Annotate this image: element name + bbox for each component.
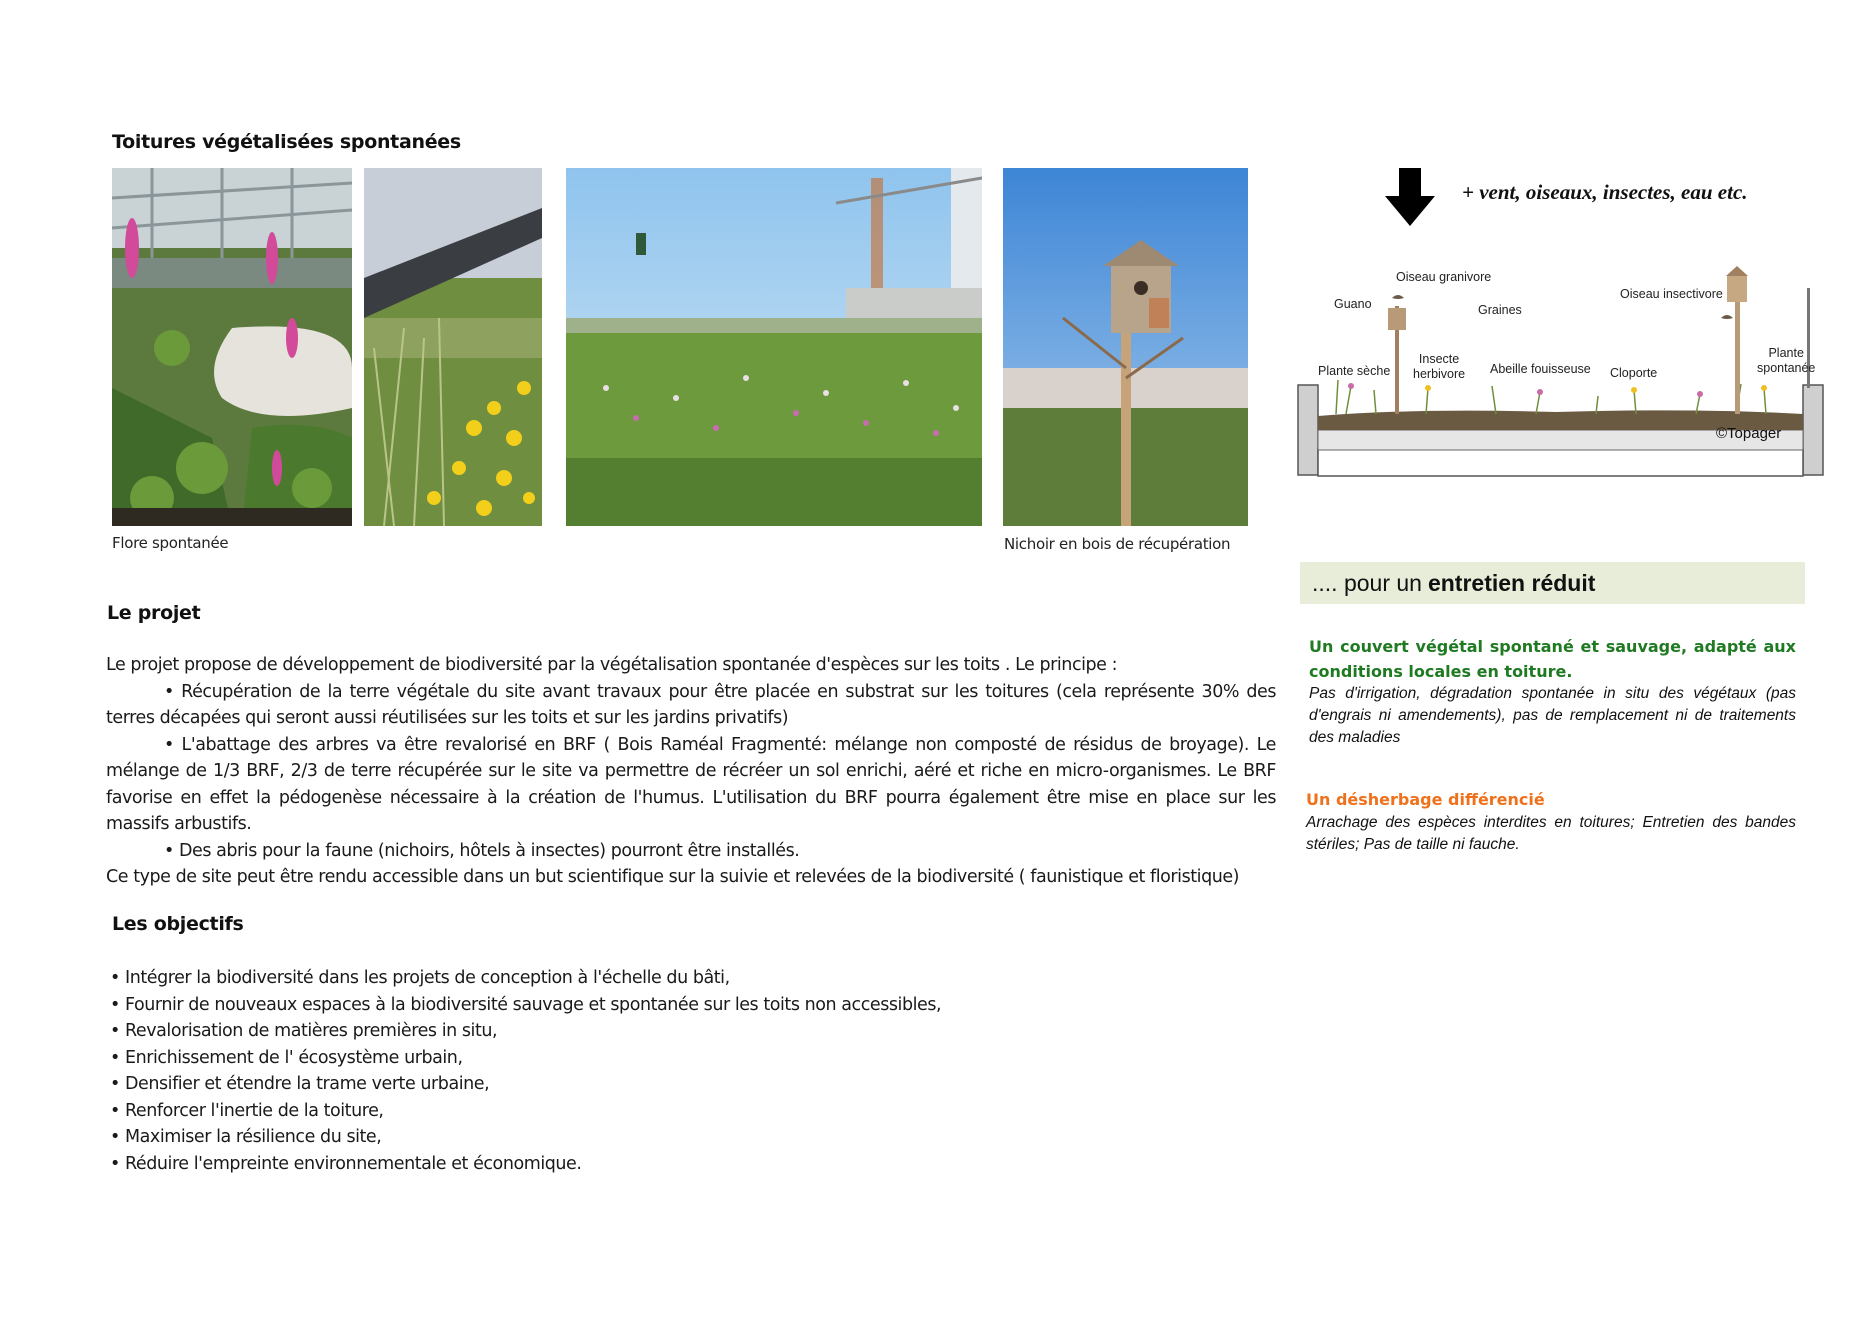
photo-nichoir — [1003, 168, 1248, 526]
entretien-banner-bold: entretien réduit — [1427, 569, 1596, 596]
diagram-label-oiseau-granivore: Oiseau granivore — [1396, 270, 1492, 284]
diagram-label-plante-line1: Plante — [1768, 346, 1804, 360]
entretien-orange-heading: Un désherbage différencié — [1306, 790, 1545, 809]
entretien-orange-text: Arrachage des espèces interdites en toitures; Entretien des bandes stériles; Pas de taille ni fauche. — [1306, 814, 1796, 853]
entretien-banner — [1300, 562, 1805, 604]
diagram-label-insecte-line1: Insecte — [1418, 352, 1460, 366]
objectif-item: • Enrichissement de l' écosystème urbain, — [110, 1045, 1010, 1072]
diagram-label-guano: Guano — [1334, 297, 1372, 311]
objectif-item: • Fournir de nouveaux espaces à la biodiversité sauvage et spontanée sur les toits non accessibles, — [110, 992, 1010, 1019]
objectif-item: • Maximiser la résilience du site, — [110, 1124, 1010, 1151]
entretien-green-heading: Un couvert végétal spontané et sauvage, adapté aux conditions locales en toiture. — [1309, 637, 1796, 681]
diagram-copyright: ©Topager — [1716, 425, 1782, 442]
objectif-item: • Densifier et étendre la trame verte urbaine, — [110, 1071, 1010, 1098]
projet-title: Le projet — [107, 602, 201, 624]
photo-flore-spontanee — [112, 168, 352, 526]
objectifs-title: Les objectifs — [112, 913, 244, 935]
roof-ecosystem-diagram — [1296, 258, 1824, 520]
objectif-item: • Réduire l'empreinte environnementale et économique. — [110, 1151, 1010, 1178]
diagram-label-cloporte: Cloporte — [1610, 366, 1658, 380]
diagram-arrow-caption: + vent, oiseaux, insectes, eau etc. — [1462, 180, 1748, 204]
projet-closing: Ce type de site peut être rendu accessible dans un but scientifique sur la suivie et relevées de la biodiversité ( faunistique et floristique) — [106, 867, 1240, 887]
diagram-label-plante-line2: spontanée — [1757, 361, 1816, 375]
diagram-label-insecte-line2: herbivore — [1413, 367, 1466, 381]
entretien-green-text: Pas d'irrigation, dégradation spontanée in situ des végétaux (pas d'engrais ni amendements), pas de remplacement ni de traitements des maladies — [1309, 685, 1796, 746]
objectif-item: • Renforcer l'inertie de la toiture, — [110, 1098, 1010, 1125]
objectifs-list — [110, 965, 1010, 1177]
objectif-item: • Intégrer la biodiversité dans les projets de conception à l'échelle du bâti, — [110, 965, 1010, 992]
caption-flore-spontanee: Flore spontanée — [112, 534, 229, 552]
caption-nichoir: Nichoir en bois de récupération — [1004, 535, 1231, 553]
projet-bullet-2: • L'abattage des arbres va être revalorisé en BRF ( Bois Raméal Fragmenté: mélange non composté de résidus de broyage). Le mélange de 1/3 BRF, 2/3 de terre récupérée sur le site va permettre de récréer un sol enrichi, aéré et riche en micro-organismes. Le BRF favorise en effet la pédogenèse nécessaire à la création de l'humus. L'utilisation du BRF pourra également être mise en place sur les massifs arbustifs. — [106, 734, 1276, 834]
diagram-label-oiseau-insectivore: Oiseau insectivore — [1620, 287, 1723, 301]
photo-flore-spontanee-image — [112, 168, 352, 526]
photos-section-title: Toitures végétalisées spontanées — [112, 131, 461, 153]
photo-nichoir-image — [1003, 168, 1248, 526]
diagram-label-graines: Graines — [1478, 303, 1522, 317]
projet-intro: Le projet propose de développement de biodiversité par la végétalisation spontanée d'espèces sur les toits . Le principe : — [106, 655, 1118, 675]
entretien-banner-prefix: .... pour un — [1312, 569, 1422, 596]
diagram-label-plante-spontanee — [1757, 346, 1815, 376]
down-arrow-icon — [1385, 168, 1435, 226]
photo-meadow — [566, 168, 982, 526]
projet-bullet-1: • Récupération de la terre végétale du site avant travaux pour être placée en substrat sur les toitures (cela représente 30% des terres décapées qui seront aussi réutilisées sur les toits et sur les jardins privatifs) — [106, 681, 1276, 728]
projet-body — [106, 652, 1276, 891]
diagram-label-abeille: Abeille fouisseuse — [1490, 362, 1591, 376]
photo-meadow-image — [566, 168, 982, 526]
projet-bullet-3: • Des abris pour la faune (nichoirs, hôtels à insectes) pourront être installés. — [164, 840, 800, 861]
diagram-label-insecte-herbivore — [1413, 352, 1465, 382]
photo-yellow-flowers-image — [364, 168, 542, 526]
photo-yellow-flowers — [364, 168, 542, 526]
diagram-label-plante-seche: Plante sèche — [1318, 364, 1391, 378]
objectif-item: • Revalorisation de matières premières in situ, — [110, 1018, 1010, 1045]
